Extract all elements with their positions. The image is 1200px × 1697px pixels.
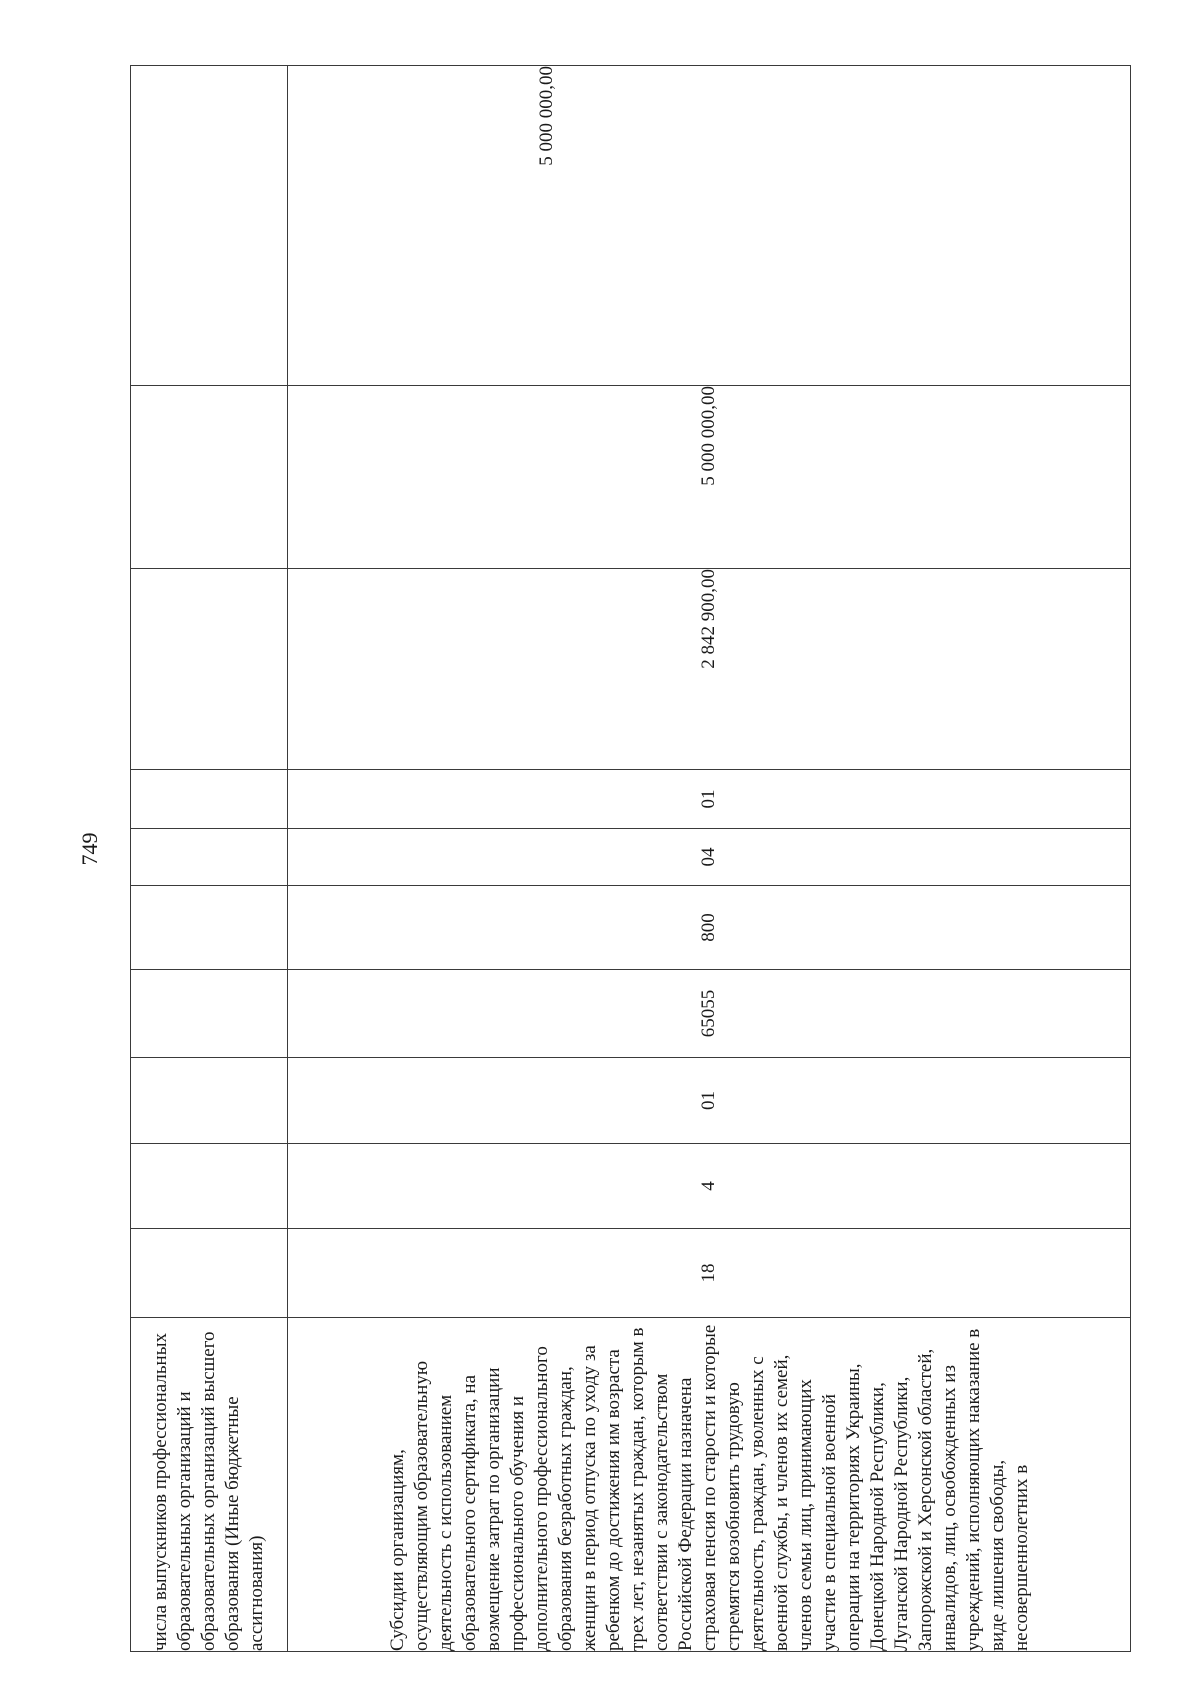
amount-cell: 5 000 000,00 bbox=[288, 66, 1131, 386]
code-cell: 65055 bbox=[288, 970, 1131, 1058]
amount-cell: 2 842 900,00 bbox=[288, 569, 1131, 770]
table-cell bbox=[131, 1144, 288, 1229]
table-cell bbox=[131, 569, 288, 770]
code-cell: 18 bbox=[288, 1229, 1131, 1318]
code-cell: 4 bbox=[288, 1144, 1131, 1229]
table-row bbox=[288, 66, 1131, 1652]
row-description: числа выпускников профессиональных образовательных организаций и образовательных организаций высшего образования (Иные бюджетные ассигнования) bbox=[131, 1318, 288, 1652]
table-cell bbox=[131, 1058, 288, 1144]
budget-table bbox=[130, 65, 1131, 1652]
code-cell: 800 bbox=[288, 886, 1131, 970]
table-cell bbox=[131, 970, 288, 1058]
table-cell bbox=[131, 66, 288, 386]
budget-table-container bbox=[130, 66, 1130, 1652]
code-cell: 04 bbox=[288, 829, 1131, 886]
page-number-text: 749 bbox=[77, 832, 102, 866]
table-cell bbox=[131, 1229, 288, 1318]
table-cell bbox=[131, 386, 288, 569]
table-cell bbox=[131, 770, 288, 829]
amount-cell: 5 000 000,00 bbox=[288, 386, 1131, 569]
code-cell: 01 bbox=[288, 770, 1131, 829]
table-row bbox=[131, 66, 288, 1652]
code-cell: 01 bbox=[288, 1058, 1131, 1144]
row-description: Субсидии организациям, осуществляющим образовательную деятельность с использованием образовательного сертификата, на возмещение затрат по организации профессионального обучения и дополнительного профессионального образования безработных граждан, женщин в период отпуска по уходу за ребенком до достижения им возраста трех лет, незанятых граждан, которым в соответствии с законодательством Российской Федерации назначена страховая пенсия по старости и которые стремятся возобновить трудовую деятельность, граждан, уволенных с военной службы, и членов их семей, членов семьи лиц, принимающих участие в специальной военной операции на территориях Украины, Донецкой Народной Республики, Луганской Народной Республики, Запорожской и Херсонской областей, инвалидов, лиц, освобожденных из учреждений, исполняющих наказание в виде лишения свободы, несовершеннолетних в bbox=[288, 1318, 1131, 1652]
table-cell bbox=[131, 829, 288, 886]
table-cell bbox=[131, 886, 288, 970]
